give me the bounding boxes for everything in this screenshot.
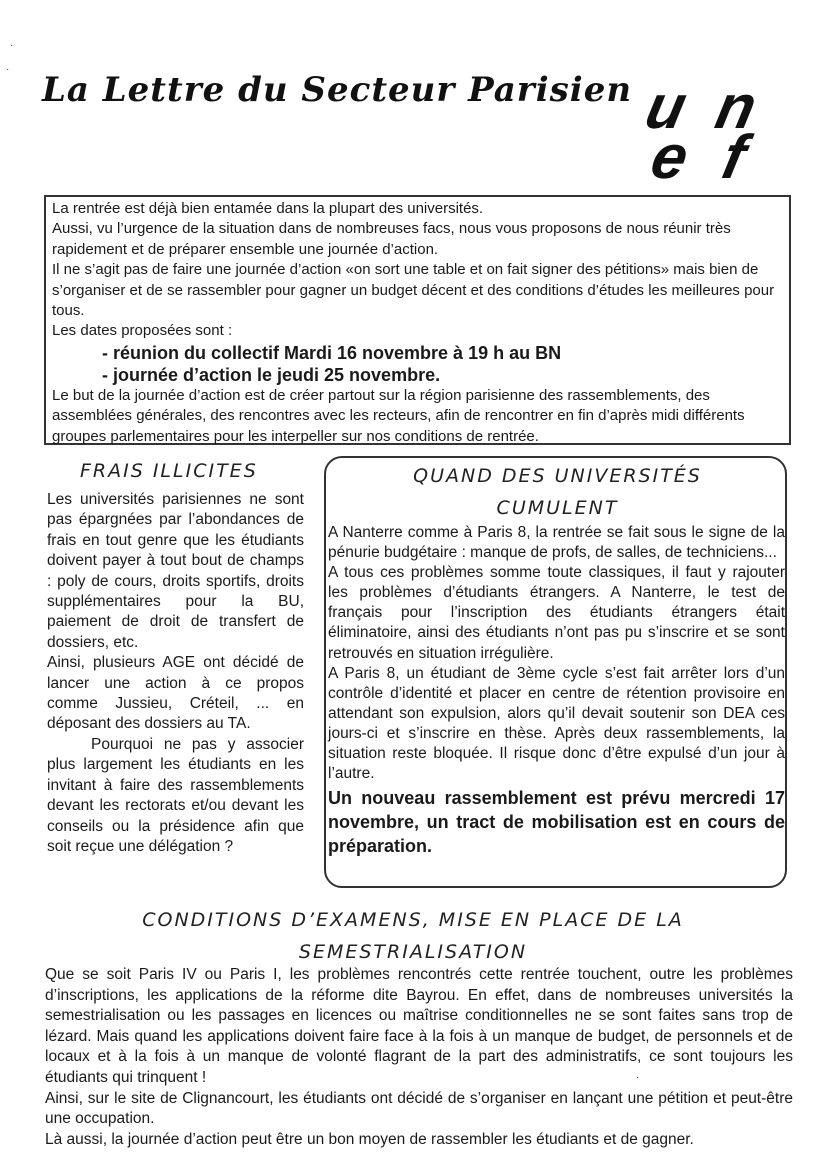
newsletter-title: La Lettre du Secteur Parisien (42, 70, 633, 110)
meeting-date: - réunion du collectif Mardi 16 novembre à 19 h au BN (102, 342, 562, 363)
universites-paragraph: A Paris 8, un étudiant de 3ème cycle s’est fait arrêter lors d’un contrôle d’identité et placer en centre de rétention provisoire en attendant son expulsion, alors qu’il devait soutenir son DEA ces jours-ci et s’inscrire en thèse. Après deux rassemblements, la situation reste bloquée. Il risque donc d’être expulsé d’un jour à l’autre. (328, 664, 785, 783)
svg-text:ef: ef (645, 122, 752, 192)
intro-line: Les dates proposées sont : (52, 322, 233, 340)
svg-text:un: un (639, 72, 763, 142)
frais-paragraph: Pourquoi ne pas y associer plus largement les étudiants en les invitant à faire des rassemblements devant les rectorats et/ou devant les conseils ou la présidence afin que soit reçue une délégation ? (47, 735, 304, 855)
frais-heading: FRAIS ILLICITES (80, 460, 258, 482)
frais-article (47, 490, 304, 857)
examens-paragraph: Ainsi, sur le site de Clignancourt, les étudiants ont décidé de s’organiser en lançant une pétition et peut-être une occupation. (45, 1089, 793, 1128)
examens-paragraph: Que se soit Paris IV ou Paris I, les problèmes rencontrés cette rentrée touchent, outre les problèmes d’inscriptions, les applications de la réforme dite Bayrou. En effet, dans de nombreuses universités la semestrialisation ou les passages en licences ou maîtrise conditionnelles ne se sont faites sans trop de lézard. Mais quand les applications doivent faire face à la fois à un manque de budget, de personnels et de locaux et à la fois à un manque de volonté flagrant de la part des administratifs, ce sont toujours les étudiants qui trinquent ! (45, 966, 793, 1086)
universites-heading-line1: QUAND DES UNIVERSITÉS (413, 465, 702, 487)
frais-paragraph: Les universités parisiennes ne sont pas épargnées par l’abondances de frais en tout genre que les étudiants doivent payer à tout bout de champs : poly de cours, droits sportifs, droits supplémentaires pour la BU, paiement de droit de transfert de dossiers, etc. (47, 491, 304, 651)
universites-paragraph: A tous ces problèmes somme toute classiques, il faut y rajouter les problèmes d’étudiants étrangers. A Nanterre, le test de français pour l’inscription des étudiants étrangers était éliminatoire, ainsi des étudiants n’ont pas pu s’inscrire et se sont retrouvés en situation irrégulière. (328, 564, 785, 662)
examens-heading-line1: CONDITIONS D’EXAMENS, MISE EN PLACE DE LA (142, 909, 684, 931)
scan-speck: · (6, 64, 10, 75)
intro-box (44, 195, 791, 445)
intro-line: Aussi, vu l’urgence de la situation dans de nombreuses facs, nous vous proposons de nous réunir très rapidement et de préparer ensemble une journée d’action. (52, 220, 731, 258)
intro-line: La rentrée est déjà bien entamée dans la plupart des universités. (52, 200, 484, 217)
examens-article (45, 965, 793, 1150)
universites-heading (330, 460, 785, 524)
intro-closing: Le but de la journée d’action est de créer partout sur la région parisienne des rassemblements, des assemblées générales, des rencontres avec les recteurs, afin de rencontrer en fin d’après midi différents groupes parlementaires pour les interpeller sur nos conditions de rentrée. (52, 386, 745, 445)
universites-paragraph: A Nanterre comme à Paris 8, la rentrée se fait sous le signe de la pénurie budgétaire : manque de profs, de salles, de techniciens... (328, 524, 785, 562)
examens-paragraph: Là aussi, la journée d’action peut être un bon moyen de rassembler les étudiants et de gagner. (45, 1130, 694, 1148)
scan-speck: · (10, 40, 14, 51)
examens-heading (60, 904, 766, 968)
frais-paragraph: Ainsi, plusieurs AGE ont décidé de lancer une action à ce propos comme Jussieu, Créteil, ... en déposant des dossiers au TA. (47, 654, 304, 733)
examens-heading-line2: SEMESTRIALISATION (298, 941, 528, 963)
action-date: - journée d’action le jeudi 25 novembre. (102, 364, 441, 385)
universites-heading-line2: CUMULENT (496, 497, 619, 519)
universites-article (328, 523, 785, 858)
intro-line: Il ne s’agit pas de faire une journée d’action «on sort une table et on fait signer des pétitions» mais bien de s’organiser et de se rassembler pour gagner un budget décent et des conditions d’études les meilleures pour tous. (52, 261, 775, 320)
unef-logo (639, 66, 770, 192)
rassemblement-announcement: Un nouveau rassemblement est prévu mercredi 17 novembre, un tract de mobilisation est en cours de préparation. (328, 788, 785, 857)
scan-speck: · (636, 1072, 640, 1083)
